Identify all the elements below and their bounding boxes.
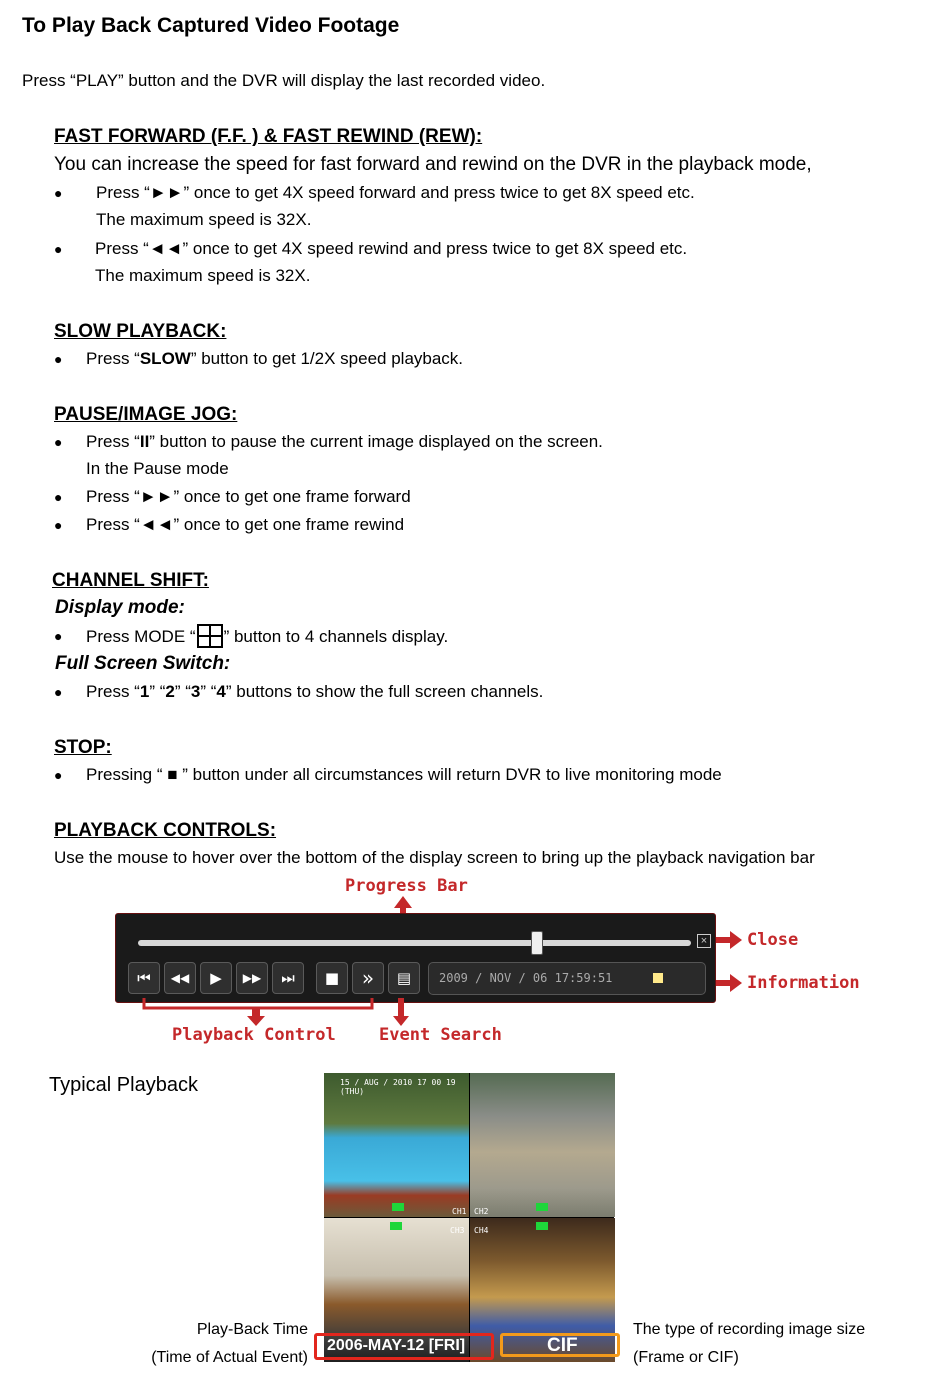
pause-bullet-2: Press “►►” once to get one frame forward (86, 487, 411, 506)
channel-label: CH1 (452, 1207, 467, 1216)
progress-handle[interactable] (531, 931, 543, 955)
bullet: ● (54, 241, 63, 257)
controls-heading: PLAYBACK CONTROLS: (54, 820, 277, 841)
ff-bullet-2-cont: The maximum speed is 32X. (95, 266, 311, 285)
page-title: To Play Back Captured Video Footage (22, 14, 400, 37)
progress-bar-callout: Progress Bar (345, 876, 468, 896)
timestamp-display (428, 962, 706, 995)
bullet: ● (54, 351, 63, 367)
quad-view-icon (197, 624, 223, 648)
information-callout: Information (747, 973, 860, 993)
camera-view-1[interactable] (324, 1073, 469, 1217)
pause-heading: PAUSE/IMAGE JOG: (54, 404, 238, 425)
full-screen-heading: Full Screen Switch: (55, 653, 231, 674)
ff-bullet-1: Press “►►” once to get 4X speed forward and press twice to get 8X speed etc. (96, 183, 695, 202)
info-indicator (653, 973, 663, 983)
motion-indicator (390, 1222, 402, 1230)
channel-label: CH4 (474, 1226, 489, 1235)
playback-time-caption: Play-Back Time (196, 1321, 308, 1338)
progress-bar[interactable] (138, 940, 691, 946)
playback-navigation-bar (115, 913, 716, 1003)
playback-control-callout: Playback Control (172, 1025, 336, 1045)
motion-indicator (536, 1222, 548, 1230)
channel-bullet-2: Press “1” “2” “3” “4” buttons to show the full screen channels. (86, 682, 544, 701)
frame-cif-caption: (Frame or CIF) (633, 1349, 739, 1366)
channel-label: CH3 (450, 1226, 465, 1235)
bracket-lines (140, 998, 420, 1028)
slow-heading: SLOW PLAYBACK: (54, 321, 227, 342)
stop-bullet-1: Pressing “ ■ ” button under all circumstances will return DVR to live monitoring mode (86, 765, 722, 784)
event-search-button[interactable]: » (352, 962, 384, 994)
osd-timestamp: 15 / AUG / 2010 17 00 19 (THU) (340, 1078, 456, 1096)
ff-description: You can increase the speed for fast forward and rewind on the DVR in the playback mode, (54, 154, 812, 175)
bullet: ● (54, 517, 63, 533)
pause-bullet-1-cont: In the Pause mode (86, 459, 229, 478)
play-button[interactable]: ▶ (200, 962, 232, 994)
bullet: ● (54, 434, 63, 450)
ff-heading: FAST FORWARD (F.F. ) & FAST REWIND (REW): (54, 126, 483, 147)
bullet: ● (54, 489, 63, 505)
rewind-button[interactable]: ◀◀ (164, 962, 196, 994)
channel-label: CH2 (474, 1207, 489, 1216)
playback-date-overlay (314, 1333, 494, 1360)
channel-heading: CHANNEL SHIFT: (52, 570, 209, 591)
intro-text: Press “PLAY” button and the DVR will display the last recorded video. (22, 71, 546, 90)
previous-button[interactable]: ⏮ (128, 962, 160, 994)
bullet: ● (54, 684, 63, 700)
info-button[interactable]: ▤ (388, 962, 420, 994)
arrow-right-icon (716, 931, 742, 949)
ff-bullet-1-cont: The maximum speed is 32X. (96, 210, 312, 229)
close-icon[interactable]: × (697, 934, 711, 948)
timestamp-text: 2009 / NOV / 06 17:59:51 (439, 971, 613, 985)
motion-indicator (536, 1203, 548, 1211)
cif-overlay (500, 1333, 620, 1357)
next-button[interactable]: ⏭ (272, 962, 304, 994)
arrow-right-icon (716, 974, 742, 992)
display-mode-heading: Display mode: (55, 597, 185, 618)
actual-event-caption: (Time of Actual Event) (151, 1349, 308, 1366)
stop-heading: STOP: (54, 737, 112, 758)
bullet: ● (54, 767, 63, 783)
stop-button[interactable]: ■ (316, 962, 348, 994)
close-callout: Close (747, 930, 799, 950)
image-size-caption: The type of recording image size (633, 1321, 866, 1338)
controls-description: Use the mouse to hover over the bottom of the display screen to bring up the playback navigation bar (54, 848, 815, 867)
camera-view-2[interactable] (470, 1073, 615, 1217)
fast-forward-button[interactable]: ▶▶ (236, 962, 268, 994)
slow-bullet-1: Press “SLOW” button to get 1/2X speed playback. (86, 349, 464, 368)
channel-bullet-1: Press MODE “ ” button to 4 channels display. (86, 624, 448, 648)
pause-bullet-3: Press “◄◄” once to get one frame rewind (86, 515, 405, 534)
bullet: ● (54, 185, 63, 201)
camera-grid (324, 1073, 614, 1362)
playback-date-text: 2006-MAY-12 [FRI] (327, 1337, 466, 1354)
motion-indicator (392, 1203, 404, 1211)
bullet: ● (54, 628, 63, 644)
ff-bullet-2: Press “◄◄” once to get 4X speed rewind and press twice to get 8X speed etc. (95, 239, 688, 258)
event-search-callout: Event Search (379, 1025, 502, 1045)
cif-text: CIF (547, 1335, 578, 1356)
pause-bullet-1: Press “II” button to pause the current image displayed on the screen. (86, 432, 603, 451)
typical-playback-heading: Typical Playback (49, 1074, 198, 1096)
